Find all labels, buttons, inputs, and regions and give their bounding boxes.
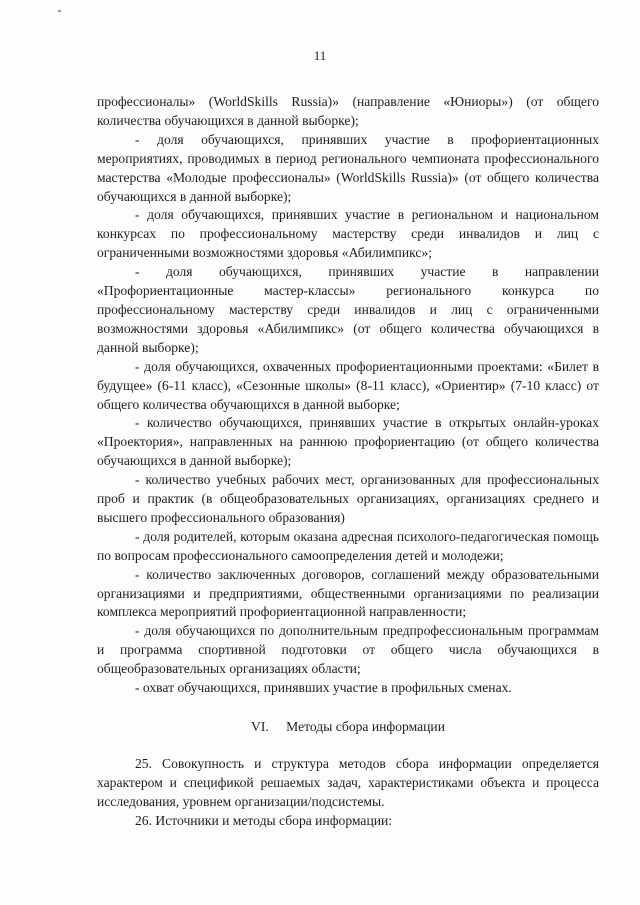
list-item-workplaces-count: - количество учебных рабочих мест, организованных для профессиональных проб и практик (в общеобразовательных организациях, организациях среднего и высшего профессионального образования) (97, 472, 599, 525)
section-heading (97, 718, 599, 737)
list-item-preprofessional-share: - доля обучающихся по дополнительным предпрофессиональным программам и программа спортивной подготовки от общего числа обучающихся в общеобразовательных организациях области; (97, 623, 599, 677)
list-item-agreements-count: - количество заключенных договоров, соглашений между образовательными организациями и предприятиями, общественными организациями по реализации комплекса мероприятий профориентационной направленности; (97, 566, 599, 620)
paragraph-continuation: профессионалы» (WorldSkills Russia)» (направление «Юниоры») (от общего количества обучающихся в данной выборке); (97, 94, 599, 128)
list-item-abilympics-contest-share: - доля обучающихся, принявших участие в региональном и национальном конкурсах по профессиональному мастерству среди инвалидов и лиц с ограниченными возможностями здоровья «Абилимпикс»; (97, 207, 599, 261)
paragraph-26: 26. Источники и методы сбора информации: (135, 812, 393, 828)
section-title: Методы сбора информации (286, 719, 445, 734)
scan-speck (58, 10, 61, 12)
section-number: VI. (251, 719, 269, 734)
list-item-projects-share: - доля обучающихся, охваченных профориентационными проектами: «Билет в будущее» (6-11 класс), «Сезонные школы» (8-11 класс), «Ориентир» (7-10 класс) от общего количества обучающихся в данной выборке; (97, 358, 599, 412)
page-number: 11 (313, 48, 327, 63)
list-item-profile-shifts: - охват обучающихся, принявших участие в профильных сменах. (135, 680, 512, 696)
body-text (97, 93, 599, 831)
list-item-masterclass-share: - доля обучающихся, принявших участие в направлении «Профориентационные мастер-классы» регионального конкурса по профессиональному мастерству среди инвалидов и лиц с ограниченными возможностями здоровья «Абилимпикс» (от общего количества обучающихся в данной выборке); (97, 264, 599, 355)
paragraph-25: 25. Совокупность и структура методов сбора информации определяется характером и спецификой решаемых задач, характеристиками объекта и процесса исследования, уровнем организации/подсистемы. (97, 755, 599, 809)
list-item-career-events-share: - доля обучающихся, принявших участие в профориентационных мероприятиях, проводимых в период регионального чемпионата профессионального мастерства «Молодые профессионалы» (WorldSkills Russia)» (от общего количества обучающихся в данной выборке); (97, 131, 599, 204)
list-item-proektoria-count: - количество обучающихся, принявших участие в открытых онлайн-уроках «Проектория», направленных на раннюю профориентацию (от общего количества обучающихся в данной выборке); (97, 415, 599, 469)
list-item-parents-share: - доля родителей, которым оказана адресная психолого-педагогическая помощь по вопросам профессионального самоопределения детей и молодежи; (97, 528, 599, 563)
